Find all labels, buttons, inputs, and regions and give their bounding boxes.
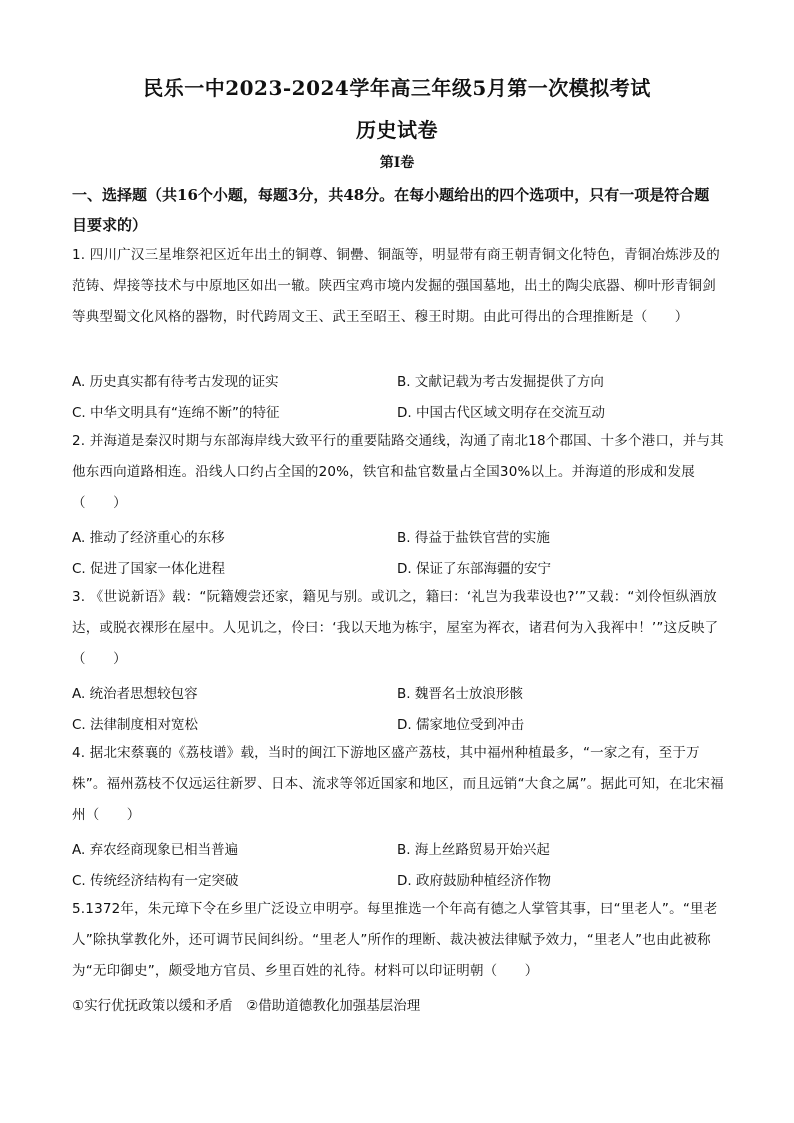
option-c[interactable]: C. 促进了国家一体化进程 [72, 561, 226, 577]
option-statements: ①实行优抚政策以缓和矛盾 ②借助道德教化加强基层治理 [72, 998, 421, 1014]
question-2-stem: 2. 并海道是秦汉时期与东部海岸线大致平行的重要陆路交通线，沟通了南北18个郡国、十多个港口，并与其他东西向道路相连。沿线人口约占全国的20%，铁官和盐官数量占全国30%以上。并海道的形成和发展（ ） [72, 433, 724, 511]
option-b[interactable]: B. 文献记载为考古发掘提供了方向 [397, 374, 604, 390]
option-a[interactable]: A. 弃农经商现象已相当普遍 [72, 842, 239, 858]
option-c[interactable]: C. 传统经济结构有一定突破 [72, 873, 239, 889]
exam-title: 民乐一中2023-2024学年高三年级5月第一次模拟考试 [143, 76, 651, 100]
question-5-stem: 5.1372年，朱元璋下令在乡里广泛设立申明亭。每里推选一个年高有德之人掌管其事，曰“里老人”。“里老人”除执掌教化外，还可调节民间纠纷。“里老人”所作的理断、裁决被法律赋予效力，“里老人”也由此被称为“无印御史”，颇受地方官员、乡里百姓的礼待。材料可以印证明朝（ ） [72, 901, 718, 979]
option-c[interactable]: C. 中华文明具有“连绵不断”的特征 [72, 405, 280, 421]
option-b[interactable]: B. 海上丝路贸易开始兴起 [397, 842, 550, 858]
option-c[interactable]: C. 法律制度相对宽松 [72, 717, 199, 733]
option-d[interactable]: D. 中国古代区域文明存在交流互动 [397, 405, 605, 421]
option-a[interactable]: A. 统治者思想较包容 [72, 686, 198, 702]
volume-label: 第Ⅰ卷 [379, 155, 415, 171]
option-a[interactable]: A. 推动了经济重心的东移 [72, 530, 225, 546]
option-b[interactable]: B. 魏晋名士放浪形骸 [397, 686, 523, 702]
question-1-stem: 1. 四川广汉三星堆祭祀区近年出土的铜尊、铜罍、铜瓿等，明显带有商王朝青铜文化特色，青铜冶炼涉及的范铸、焊接等技术与中原地区如出一辙。陕西宝鸡市境内发掘的强国墓地，出土的陶尖底器、柳叶形青铜剑等典型蜀文化风格的器物，时代跨周文王、武王至昭王、穆王时期。由此可得出的合理推断是（ ） [72, 247, 720, 325]
option-d[interactable]: D. 保证了东部海疆的安宁 [397, 561, 551, 577]
subject-title: 历史试卷 [356, 118, 438, 142]
option-a[interactable]: A. 历史真实都有待考古发现的证实 [72, 374, 279, 390]
question-3-stem: 3. 《世说新语》载：“阮籍嫂尝还家，籍见与别。或讥之，籍曰：‘礼岂为我辈设也?’”又载：“刘伶恒纵酒放达，或脱衣裸形在屋中。人见讥之，伶曰：‘我以天地为栋宇，屋室为裈衣，诸君何为入我裈中！’”这反映了（ ） [72, 589, 719, 667]
option-d[interactable]: D. 政府鼓励种植经济作物 [397, 873, 551, 889]
option-b[interactable]: B. 得益于盐铁官营的实施 [397, 530, 550, 546]
option-d[interactable]: D. 儒家地位受到冲击 [397, 717, 524, 733]
section-heading: 一、选择题（共16个小题，每题3分，共48分。在每小题给出的四个选项中，只有一项是符合题目要求的） [72, 186, 710, 234]
question-4-stem: 4. 据北宋蔡襄的《荔枝谱》载，当时的闽江下游地区盛产荔枝，其中福州种植最多，“一家之有，至于万株”。福州荔枝不仅远运往新罗、日本、流求等邻近国家和地区，而且远销“大食之属”。据此可知，在北宋福州（ ） [72, 745, 724, 823]
